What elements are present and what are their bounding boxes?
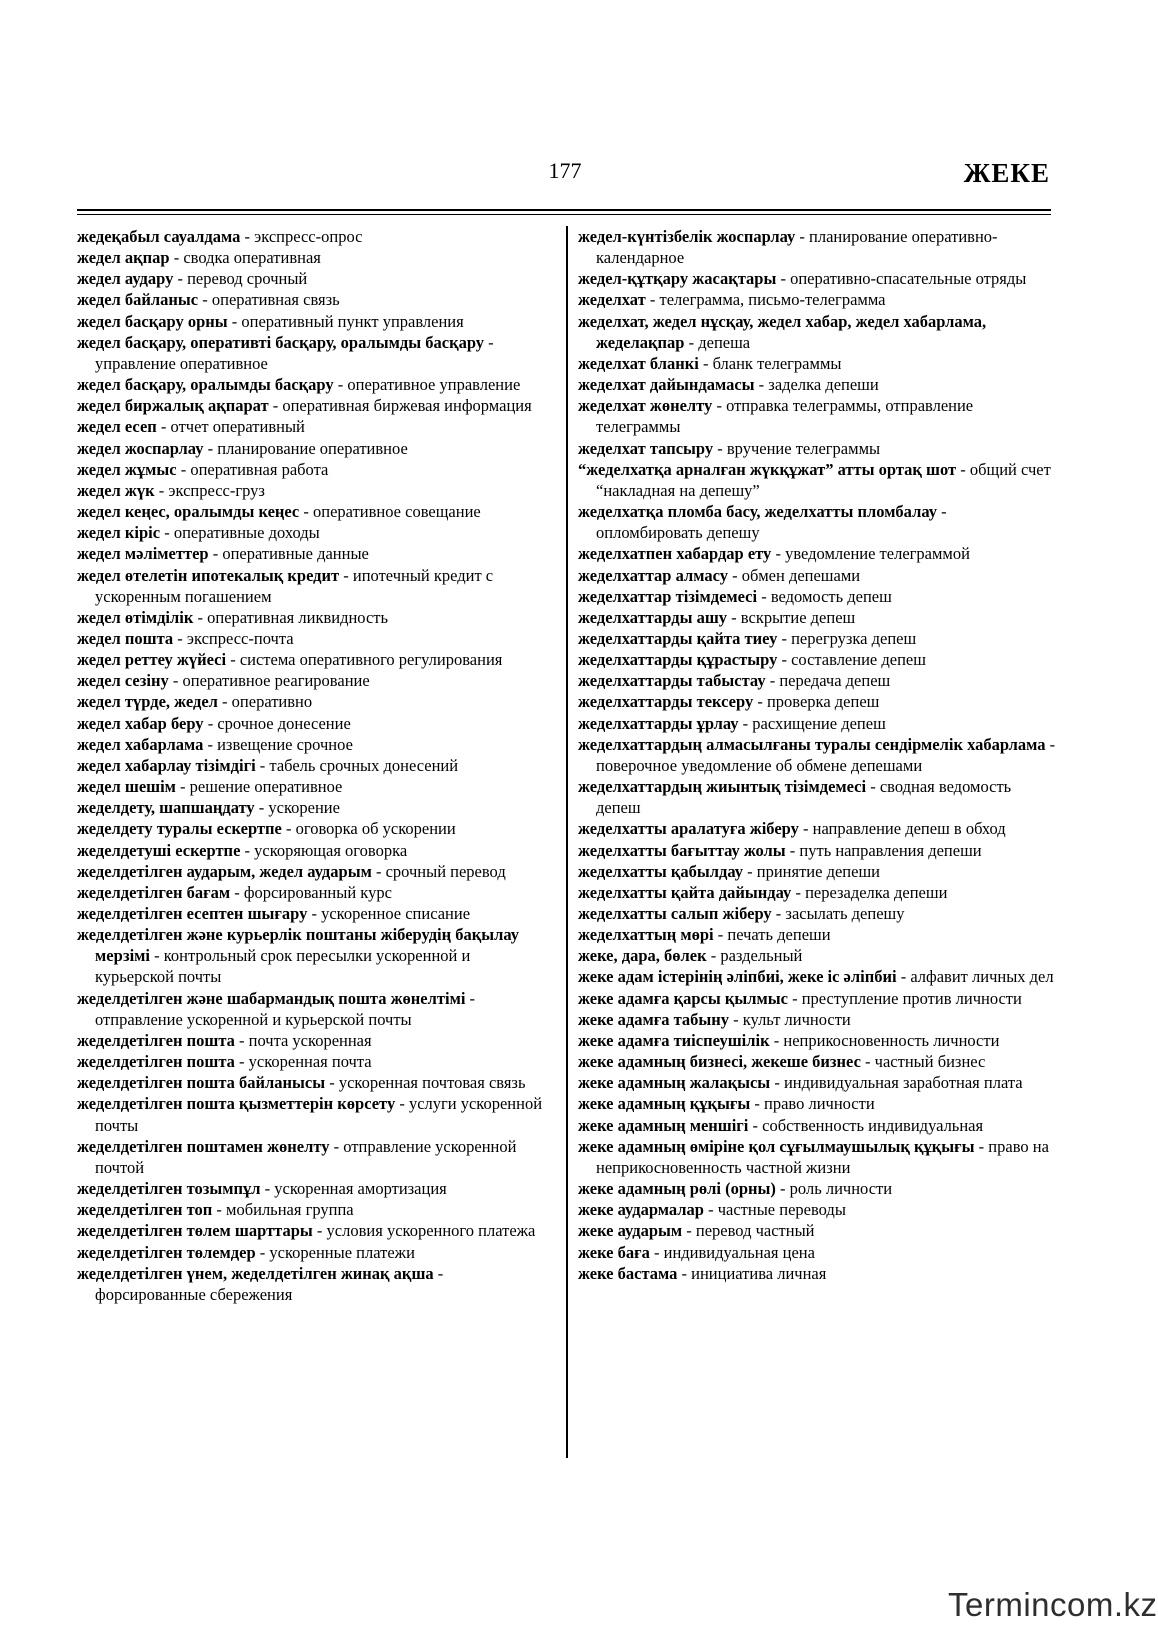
entry-term: жеке адамға табыну [578,1009,730,1029]
dictionary-entry: жеке адамның жалақысы - индивидуальная заработная плата [578,1073,1023,1093]
entry-term: жедел ақпар [77,248,170,268]
entry-term: жеделхатты қабылдау [578,861,744,881]
left-column [77,226,553,1305]
dictionary-entry: жеке адамға тиіспеушілік - неприкосновенность личности [578,1030,1000,1050]
entry-term: жеделхаттарды тексеру [578,692,754,712]
dictionary-entry: жедел мәліметтер - оперативные данные [77,544,369,564]
entry-translation: отправка телеграммы, отправление телеграммы [596,396,974,437]
dictionary-entry: жеделхаттарды құрастыру - составление депеш [578,650,926,670]
entry-term: жеделхатпен хабардар ету [578,544,772,564]
entry-translation: оперативное совещание [313,502,481,522]
entry-term: жедел басқару, оралымды басқару [77,375,334,395]
entry-term: жеке бастама [578,1263,678,1283]
entry-translation: вручение телеграммы [726,438,881,458]
entry-term: жеке адамға қарсы қылмыс [578,988,788,1008]
entry-translation: перезаделка депеши [805,882,948,902]
dictionary-entry: жедел кіріс - оперативные доходы [77,523,320,543]
dictionary-entry: жеделхат бланкі - бланк телеграммы [578,353,842,373]
entry-term: жеделдетілген бағам [77,882,231,902]
entry-term: жедел реттеу жүйесі [77,650,227,670]
header-rule-thin [77,214,1051,215]
dictionary-entry: “жеделхатқа арналған жүкқұжат” атты ортақ шот - общий счет “накладная на депешу” [578,459,1051,500]
dictionary-entry: жеделхаттарды ашу - вскрытие депеш [578,607,856,627]
entry-translation: перегрузка депеш [791,628,917,648]
entry-translation: составление депеш [791,650,926,670]
entry-translation: культ личности [742,1009,851,1029]
dictionary-entry: жеделдетілген пошта байланысы - ускоренная почтовая связь [77,1073,526,1093]
entry-translation: депеша [698,332,751,352]
dictionary-entry: жеке аударым - перевод частный [578,1221,815,1241]
dictionary-entry: жеке бастама - инициатива личная [578,1263,827,1283]
dictionary-entry: жеке адамға табыну - культ личности [578,1009,851,1029]
entry-term: жедел өтелетін ипотекалық кредит [77,565,340,585]
entry-term: жеделхаттарды құрастыру [578,650,778,670]
entry-translation: почта ускоренная [248,1030,372,1050]
entry-term: жеделдету туралы ескертпе [77,819,282,839]
entry-translation: оперативное реагирование [182,671,370,691]
entry-term: жеделхат тапсыру [578,438,714,458]
entry-term: жедел басқару, оперативті басқару, оралымды басқару [77,332,485,352]
entry-translation: путь направления депеши [799,840,982,860]
dictionary-entry: жеке адам істерінің әліпбиі, жеке іс әліпбиі - алфавит личных дел [578,967,1054,987]
entry-translation: отправление ускоренной и курьерской почты [95,1009,412,1029]
entry-term: жеделдетілген төлемдер [77,1242,256,1262]
dictionary-entry: жеделдетілген және шабармандық пошта жөнелтімі - отправление ускоренной и курьерской почты [77,988,476,1029]
entry-term: жедел кеңес, оралымды кеңес [77,502,300,522]
dictionary-entry: жеделдетілген үнем, жеделдетілген жинақ ақша - форсированные сбережения [77,1263,444,1304]
entry-translation: система оперативного регулирования [239,650,503,670]
entry-translation: принятие депеши [756,861,880,881]
dictionary-entry: жедел басқару орны - оперативный пункт управления [77,311,464,331]
entry-translation: условия ускоренного платежа [326,1221,536,1241]
dictionary-entry: жеделхатты бағыттау жолы - путь направления депеши [578,840,982,860]
entry-term: жедел түрде, жедел [77,692,218,712]
dictionary-entry: жедел-күнтізбелік жоспарлау - планирование оперативно-календарное [578,227,998,268]
watermark-text: Termincom.kz [948,1586,1158,1623]
entry-term: жедел шешім [77,777,176,797]
entry-term: жеделдетуші ескертпе [77,840,241,860]
entry-term: жедел байланыс [77,290,199,310]
dictionary-entry: жеделдетілген пошта - почта ускоренная [77,1030,372,1050]
entry-term: жеделхатқа пломба басу, жеделхатты пломбалау [578,502,937,522]
dictionary-entry: жеделхатты аралатуға жіберу - направление депеш в обход [578,819,1006,839]
entry-translation: поверочное уведомление об обмене депешами [596,755,923,775]
entry-term: жеке адамға тиіспеушілік [578,1030,770,1050]
entry-translation: право личности [764,1094,875,1114]
dictionary-entry: жедел жұмыс - оперативная работа [77,459,329,479]
entry-translation: сводка оперативная [183,248,321,268]
dictionary-entry: жеделдетілген бағам - форсированный курс [77,882,392,902]
entry-term: жеделдетілген пошта [77,1052,235,1072]
entry-translation: отправление ускоренной почтой [95,1136,517,1177]
entry-term: жеделхаттарды табыстау [578,671,766,691]
entry-translation: мобильная группа [226,1200,354,1220]
entry-translation: ведомость депеш [770,586,892,606]
entry-translation: оговорка об ускорении [295,819,456,839]
entry-term: жеделхат, жедел нұсқау, жедел хабар, жедел хабарлама, жеделақпар [578,311,987,352]
dictionary-entry: жеке адамның құқығы - право личности [578,1094,875,1114]
dictionary-entry: жеделхаттарды қайта тиеу - перегрузка депеш [578,628,917,648]
entry-translation: планирование оперативно-календарное [596,227,998,268]
entry-translation: срочное донесение [217,713,351,733]
dictionary-entry: жеделхат дайындамасы - заделка депеши [578,375,879,395]
entry-translation: оперативные данные [222,544,369,564]
entry-term: жеделхатты аралатуға жіберу [578,819,799,839]
dictionary-entry: жеделдетілген тозымпұл - ускоренная амортизация [77,1179,447,1199]
dictionary-entry: жеке, дара, бөлек - раздельный [578,946,803,966]
dictionary-entry: жеделдетілген төлем шарттары - условия ускоренного платежа [77,1221,536,1241]
entry-translation: экспресс-груз [168,480,265,500]
entry-term: жеделхаттардың жиынтық тізімдемесі [578,777,867,797]
entry-translation: форсированный курс [243,882,392,902]
entry-translation: оперативное управление [347,375,521,395]
dictionary-entry: жеке баға - индивидуальная цена [578,1242,815,1262]
dictionary-entry: жедел жоспарлау - планирование оперативное [77,438,408,458]
dictionary-entry: жеке адамның меншігі - собственность индивидуальная [578,1115,984,1135]
entry-term: жеке адам істерінің әліпбиі, жеке іс әліпбиі [578,967,897,987]
dictionary-entry: жеке адамның рөлі (орны) - роль личности [578,1179,893,1199]
dictionary-entry: жедел түрде, жедел - оперативно [77,692,313,712]
entry-term: жедел өтімділік [77,607,194,627]
entry-term: жеделхат бланкі [578,353,699,373]
dictionary-entry: жедел есеп - отчет оперативный [77,417,305,437]
column-divider [566,226,568,1458]
entry-translation: заделка депеши [768,375,879,395]
entry-term: жедел биржалық ақпарат [77,396,269,416]
entry-translation: планирование оперативное [217,438,408,458]
dictionary-entry: жедел басқару, оперативті басқару, оралымды басқару - управление оперативное [77,332,494,373]
entry-translation: алфавит личных дел [910,967,1054,987]
entry-translation: индивидуальная цена [663,1242,815,1262]
dictionary-entry: жеделхаттарды табыстау - передача депеш [578,671,891,691]
dictionary-entry: жеделдету туралы ескертпе - оговорка об ускорении [77,819,456,839]
entry-translation: ускорение [268,798,340,818]
dictionary-entry: жедел хабарлау тізімдігі - табель срочных донесений [77,755,459,775]
dictionary-entry: жедел байланыс - оперативная связь [77,290,340,310]
entry-translation: индивидуальная заработная плата [783,1073,1023,1093]
entry-translation: телеграмма, письмо-телеграмма [659,290,886,310]
entry-translation: собственность индивидуальная [762,1115,984,1135]
entry-term: жеделхаттарды ұрлау [578,713,739,733]
entry-term: жедел есеп [77,417,157,437]
entry-term: жеделдетілген аударым, жедел аударым [77,861,372,881]
dictionary-entry: жедел хабарлама - извещение срочное [77,734,353,754]
dictionary-entry: жеделхатпен хабардар ету - уведомление телеграммой [578,544,970,564]
header-rule-thick [77,209,1051,211]
dictionary-entry: жеделхат тапсыру - вручение телеграммы [578,438,881,458]
entry-term: жедел жоспарлау [77,438,204,458]
dictionary-entry: жеделдетілген топ - мобильная группа [77,1200,354,1220]
entry-translation: печать депеши [727,925,831,945]
entry-term: жеке аударым [578,1221,683,1241]
entry-translation: оперативно [231,692,313,712]
entry-term: жеделдетілген есептен шығару [77,904,308,923]
entry-term: жеделдетілген пошта қызметтерін көрсету [77,1094,396,1114]
dictionary-entry: жеке адамға қарсы қылмыс - преступление против личности [578,988,1022,1008]
entry-term: жеделдетілген үнем, жеделдетілген жинақ ақша [77,1263,434,1283]
dictionary-entry: жедел сезіну - оперативное реагирование [77,671,370,691]
entry-term: жедел хабарлау тізімдігі [77,755,256,775]
entry-translation: неприкосновенность личности [783,1030,1000,1050]
entry-term: жеделхаттар тізімдемесі [578,586,758,606]
entry-term: жедел басқару орны [77,311,228,331]
dictionary-entry: жеделхатты қайта дайындау - перезаделка депеши [578,882,948,902]
dictionary-entry: жеделдетілген аударым, жедел аударым - срочный перевод [77,861,506,881]
running-head: ЖЕКЕ [963,158,1050,188]
entry-term: жеделдетілген тозымпұл [77,1179,261,1199]
entry-term: жеделдетілген пошта [77,1030,235,1050]
entry-translation: перевод срочный [187,269,308,289]
entry-term: жеделхаттардың алмасылғаны туралы сендірмелік хабарлама [578,734,1046,754]
entry-term: жеделхаттарды ашу [578,607,728,627]
entry-translation: проверка депеш [766,692,880,712]
entry-term: жеке, дара, бөлек [578,946,707,966]
entry-translation: контрольный срок пересылки ускоренной и курьерской почты [95,946,471,987]
entry-term: жедел мәліметтер [77,544,209,564]
dictionary-entry: жеделдетуші ескертпе - ускоряющая оговорка [77,840,408,860]
entry-translation: роль личности [789,1179,893,1199]
dictionary-entry: жедел шешім - решение оперативное [77,777,343,797]
entry-term: жедел кіріс [77,523,161,543]
entry-translation: оперативно-спасательные отряды [790,269,1027,289]
entry-translation: оперативная биржевая информация [282,396,532,416]
entry-term: жедел аудару [77,269,174,289]
dictionary-entry: жедел биржалық ақпарат - оперативная биржевая информация [77,396,532,416]
dictionary-entry: жеделхаттарды тексеру - проверка депеш [578,692,880,712]
entry-term: жеке адамның жалақысы [578,1073,771,1093]
entry-translation: оперативный пункт управления [241,311,464,331]
entry-term: жедел сезіну [77,671,169,691]
entry-translation: экспресс-почта [186,628,294,648]
entry-translation: преступление против личности [801,988,1022,1008]
entry-term: жеделхат [578,290,646,310]
entry-translation: срочный перевод [385,861,506,881]
entry-translation: экспресс-опрос [254,227,363,246]
entry-term: жеке аудармалар [578,1200,704,1220]
entry-translation: оперативная ликвидность [207,607,389,627]
dictionary-entry: жеке адамның бизнесі, жекеше бизнес - частный бизнес [578,1052,986,1072]
entry-term: жеделдетілген поштамен жөнелту [77,1136,330,1156]
entry-term: жеке адамның рөлі (орны) [578,1179,776,1199]
entry-term: жедел пошта [77,628,174,648]
entry-term: “жеделхатқа арналған жүкқұжат” атты ортақ шот [578,459,957,479]
dictionary-entry: жедеқабыл сауалдама - экспресс-опрос [77,227,363,246]
dictionary-entry: жеделдетілген пошта - ускоренная почта [77,1052,372,1072]
entry-term: жеделхатты салып жіберу [578,904,772,923]
entry-term: жеке адамның құқығы [578,1094,751,1114]
dictionary-entry: жеделдетілген есептен шығару - ускоренное списание [77,904,471,923]
entry-term: жеделдету, шапшаңдату [77,798,255,818]
entry-translation: ускоренная почта [248,1052,372,1072]
entry-term: жеке адамның меншігі [578,1115,749,1135]
entry-term: жеделхаттар алмасу [578,565,728,585]
entry-term: жеделдетілген және шабармандық пошта жөнелтімі [77,988,466,1008]
entry-translation: общий счет “накладная на депешу” [596,459,1051,500]
entry-translation: оперативная связь [211,290,340,310]
dictionary-entry: жеделхатты қабылдау - принятие депеши [578,861,880,881]
entry-term: жеделхат дайындамасы [578,375,755,395]
entry-translation: табель срочных донесений [269,755,459,775]
entry-translation: сводная ведомость депеш [596,777,1012,818]
dictionary-entry: жедел реттеу жүйесі - система оперативного регулирования [77,650,503,670]
entry-term: жеке адамның бизнесі, жекеше бизнес [578,1052,861,1072]
entry-translation: оперативная работа [190,459,329,479]
dictionary-entry: жеделдетілген пошта қызметтерін көрсету - услуги ускоренной почты [77,1094,543,1135]
dictionary-entry: жеделдетілген поштамен жөнелту - отправление ускоренной почтой [77,1136,517,1177]
right-column [578,226,1056,1284]
entry-term: жедел жүк [77,480,155,500]
entry-translation: бланк телеграммы [712,353,842,373]
site-watermark [948,1586,1158,1624]
dictionary-entry: жедел пошта - экспресс-почта [77,628,294,648]
entry-translation: ускоренная почтовая связь [338,1073,526,1093]
dictionary-entry: жедел ақпар - сводка оперативная [77,248,321,268]
dictionary-entry: жедел өтімділік - оперативная ликвидность [77,607,389,627]
dictionary-entry: жеке аудармалар - частные переводы [578,1200,846,1220]
entry-translation: услуги ускоренной почты [95,1094,543,1135]
dictionary-entry: жеделхатты салып жіберу - засылать депешу [578,904,905,923]
dictionary-entry: жеделдетілген және курьерлік поштаны жіберудің бақылау мерзімі - контрольный срок пересылки ускоренной и курьерской почты [77,925,520,987]
entry-term: жеке адамның өміріне қол сұғылмаушылық құқығы [578,1136,975,1156]
dictionary-entry: жеделхат жөнелту - отправка телеграммы, отправление телеграммы [578,396,974,437]
entry-translation: решение оперативное [189,777,343,797]
entry-translation: частный бизнес [874,1052,986,1072]
entry-translation: засылать депешу [785,904,905,923]
dictionary-entry: жеделхаттарды ұрлау - расхищение депеш [578,713,886,733]
entry-term: жеделхаттарды қайта тиеу [578,628,778,648]
dictionary-entry: жедел хабар беру - срочное донесение [77,713,351,733]
entry-translation: оперативные доходы [173,523,320,543]
entry-term: жедел-құтқару жасақтары [578,269,777,289]
entry-translation: ипотечный кредит с ускоренным погашением [95,565,494,606]
entry-translation: частные переводы [717,1200,846,1220]
entry-translation: уведомление телеграммой [785,544,970,564]
entry-translation: перевод частный [695,1221,815,1241]
entry-term: жедел хабар беру [77,713,204,733]
dictionary-entry: жеделхаттар тізімдемесі - ведомость депеш [578,586,892,606]
dictionary-entry: жеделхат, жедел нұсқау, жедел хабар, жедел хабарлама, жеделақпар - депеша [578,311,987,352]
entry-translation: право на неприкосновенность частной жизни [596,1136,1049,1177]
dictionary-entry: жеке адамның өміріне қол сұғылмаушылық құқығы - право на неприкосновенность частной жизни [578,1136,1049,1177]
entry-translation: вскрытие депеш [740,607,856,627]
entry-term: жеделхаттың мөрі [578,925,714,945]
entry-translation: ускоренная амортизация [274,1179,447,1199]
entry-term: жеке баға [578,1242,650,1262]
dictionary-entry: жедел басқару, оралымды басқару - оперативное управление [77,375,521,395]
dictionary-entry: жедел аудару - перевод срочный [77,269,308,289]
entry-term: жеделхатты бағыттау жолы [578,840,786,860]
entry-term: жеделдетілген пошта байланысы [77,1073,326,1093]
entry-term: жедел хабарлама [77,734,204,754]
dictionary-entry: жеделхаттар алмасу - обмен депешами [578,565,861,585]
entry-translation: ускоренные платежи [269,1242,415,1262]
dictionary-entry: жедел-құтқару жасақтары - оперативно-спасательные отряды [578,269,1027,289]
entry-term: жедеқабыл сауалдама [77,227,241,246]
dictionary-entry: жеделхат - телеграмма, письмо-телеграмма [578,290,886,310]
entry-translation: инициатива личная [691,1263,827,1283]
entry-translation: передача депеш [779,671,891,691]
entry-term: жеделдетілген төлем шарттары [77,1221,313,1241]
dictionary-entry: жеделдету, шапшаңдату - ускорение [77,798,340,818]
dictionary-entry: жедел өтелетін ипотекалық кредит - ипотечный кредит с ускоренным погашением [77,565,494,606]
page-number: 177 [548,158,582,183]
entry-translation: раздельный [720,946,803,966]
entry-translation: ускоряющая оговорка [254,840,408,860]
entry-translation: опломбировать депешу [596,523,760,543]
entry-translation: форсированные сбережения [95,1284,293,1304]
entry-translation: управление оперативное [95,353,268,373]
dictionary-entry: жеделдетілген төлемдер - ускоренные платежи [77,1242,415,1262]
dictionary-entry: жедел жүк - экспресс-груз [77,480,265,500]
entry-translation: обмен депешами [741,565,861,585]
dictionary-entry: жеделхаттың мөрі - печать депеши [578,925,831,945]
dictionary-entry: жеделхаттардың жиынтық тізімдемесі - сводная ведомость депеш [578,777,1012,818]
entry-term: жеделдетілген топ [77,1200,213,1220]
entry-translation: направление депеш в обход [812,819,1006,839]
dictionary-entry: жедел кеңес, оралымды кеңес - оперативное совещание [77,502,481,522]
entry-translation: отчет оперативный [170,417,305,437]
entry-translation: извещение срочное [217,734,353,754]
entry-term: жеделхат жөнелту [578,396,713,416]
entry-term: жедел жұмыс [77,459,177,479]
entry-term: жеделхатты қайта дайындау [578,882,792,902]
dictionary-entry: жеделхаттардың алмасылғаны туралы сендірмелік хабарлама - поверочное уведомление об обмене депешами [578,734,1056,775]
entry-translation: расхищение депеш [752,713,886,733]
entry-term: жедел-күнтізбелік жоспарлау [578,227,796,246]
entry-translation: ускоренное списание [321,904,471,923]
entry-term: жеделдетілген және курьерлік поштаны жіберудің бақылау мерзімі [77,925,520,966]
dictionary-entry: жеделхатқа пломба басу, жеделхатты пломбалау - опломбировать депешу [578,502,947,543]
